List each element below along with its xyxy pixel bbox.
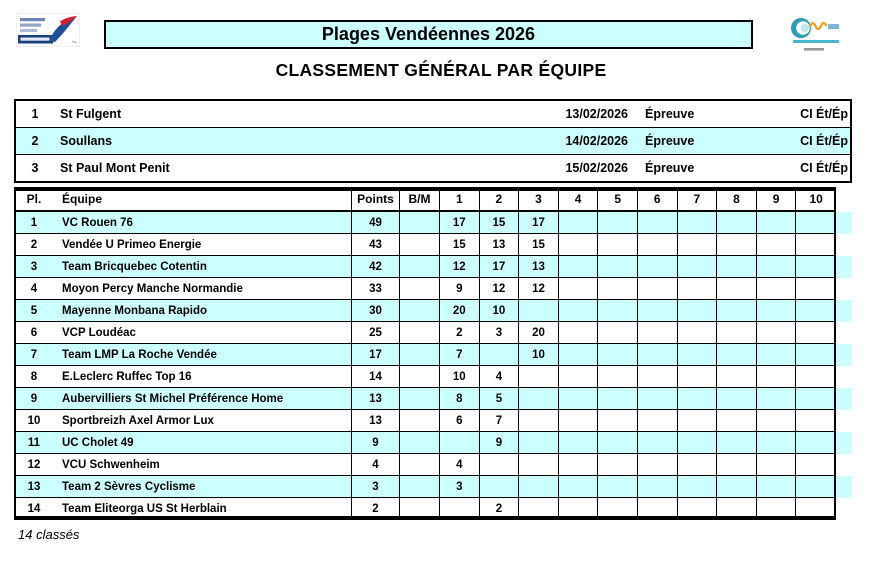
cell-stage-9 [757, 234, 797, 256]
cell-bonus-malus [400, 344, 440, 366]
cell-points: 9 [352, 432, 400, 454]
cell-stage-6 [638, 410, 678, 432]
cell-stage-2 [480, 454, 520, 476]
cell-stage-4 [559, 212, 599, 234]
stage-name: St Fulgent [60, 107, 122, 121]
cell-stage-5 [598, 322, 638, 344]
cell-place: 7 [14, 344, 54, 366]
cell-stage-3 [519, 432, 559, 454]
cell-stage-6 [638, 432, 678, 454]
cell-stage-6 [638, 344, 678, 366]
cell-stage-3: 20 [519, 322, 559, 344]
column-header-pl: Pl. [14, 187, 54, 212]
cell-stage-6 [638, 388, 678, 410]
column-header-1: 1 [440, 187, 480, 212]
cell-bonus-malus [400, 212, 440, 234]
cell-points: 30 [352, 300, 400, 322]
cell-stage-4 [559, 322, 599, 344]
row-fill [836, 344, 852, 366]
cell-stage-10 [796, 410, 836, 432]
stage-type: Épreuve [645, 161, 695, 175]
ranking-row [14, 322, 852, 344]
cell-stage-4 [559, 388, 599, 410]
cell-stage-10 [796, 432, 836, 454]
cell-points: 42 [352, 256, 400, 278]
stage-name: Soullans [60, 134, 113, 148]
cell-stage-9 [757, 256, 797, 278]
cell-stage-6 [638, 454, 678, 476]
cell-place: 3 [14, 256, 54, 278]
ranking-row [14, 388, 852, 410]
cell-stage-6 [638, 212, 678, 234]
cell-bonus-malus [400, 476, 440, 498]
stage-number: 2 [31, 134, 39, 148]
event-title-banner [104, 20, 753, 49]
ranking-row [14, 410, 852, 432]
cell-place: 12 [14, 454, 54, 476]
cell-stage-1: 4 [440, 454, 480, 476]
ranking-row [14, 432, 852, 454]
cell-stage-8 [717, 300, 757, 322]
cell-stage-2: 12 [480, 278, 520, 300]
cell-stage-2 [480, 476, 520, 498]
row-fill [836, 322, 852, 344]
cell-stage-9 [757, 432, 797, 454]
cell-stage-3 [519, 410, 559, 432]
event-title: Plages Vendéennes 2026 [321, 24, 536, 44]
cell-bonus-malus [400, 366, 440, 388]
cell-stage-10 [796, 322, 836, 344]
row-fill [836, 300, 852, 322]
cell-team-name: Aubervilliers St Michel Préférence Home [54, 388, 352, 410]
row-fill [836, 432, 852, 454]
stages-table [14, 99, 852, 183]
cell-stage-1: 2 [440, 322, 480, 344]
cell-stage-8 [717, 234, 757, 256]
cell-stage-10 [796, 388, 836, 410]
cell-bonus-malus [400, 300, 440, 322]
cell-stage-4 [559, 476, 599, 498]
cell-place: 11 [14, 432, 54, 454]
stage-date: 13/02/2026 [565, 107, 628, 121]
cell-stage-8 [717, 454, 757, 476]
cell-stage-1 [440, 432, 480, 454]
cell-stage-5 [598, 212, 638, 234]
cell-stage-7 [678, 234, 718, 256]
stage-number: 1 [31, 107, 39, 121]
cell-stage-10 [796, 498, 836, 520]
cell-stage-8 [717, 256, 757, 278]
cell-team-name: UC Cholet 49 [54, 432, 352, 454]
ffc-federation-logo-icon [16, 13, 80, 47]
cell-points: 13 [352, 410, 400, 432]
cell-stage-9 [757, 454, 797, 476]
cell-stage-10 [796, 344, 836, 366]
cell-place: 1 [14, 212, 54, 234]
cell-stage-2: 13 [480, 234, 520, 256]
cell-stage-6 [638, 498, 678, 520]
column-header-bm: B/M [400, 187, 440, 212]
cell-stage-4 [559, 300, 599, 322]
stage-row [16, 154, 850, 181]
column-header-10: 10 [796, 187, 836, 212]
cell-stage-10 [796, 300, 836, 322]
cell-stage-2: 4 [480, 366, 520, 388]
cell-points: 2 [352, 498, 400, 520]
column-header-4: 4 [559, 187, 599, 212]
column-header-points: Points [352, 187, 400, 212]
cell-stage-1: 9 [440, 278, 480, 300]
stage-category: CI Ét/Ép [800, 107, 848, 121]
cell-bonus-malus [400, 454, 440, 476]
cell-place: 14 [14, 498, 54, 520]
cell-stage-9 [757, 388, 797, 410]
cell-stage-3 [519, 388, 559, 410]
cell-place: 8 [14, 366, 54, 388]
stage-type: Épreuve [645, 107, 695, 121]
cell-stage-2: 17 [480, 256, 520, 278]
cell-stage-7 [678, 300, 718, 322]
cell-place: 5 [14, 300, 54, 322]
cell-stage-2: 10 [480, 300, 520, 322]
cell-stage-8 [717, 278, 757, 300]
cell-points: 17 [352, 344, 400, 366]
row-fill [836, 454, 852, 476]
cell-stage-3 [519, 300, 559, 322]
cell-points: 13 [352, 388, 400, 410]
ranking-row [14, 234, 852, 256]
cell-place: 2 [14, 234, 54, 256]
cell-points: 14 [352, 366, 400, 388]
cell-team-name: E.Leclerc Ruffec Top 16 [54, 366, 352, 388]
ranking-table [14, 187, 852, 520]
cell-bonus-malus [400, 498, 440, 520]
cell-stage-7 [678, 278, 718, 300]
cell-place: 4 [14, 278, 54, 300]
ranking-row [14, 476, 852, 498]
header-fill [836, 187, 852, 212]
cell-place: 13 [14, 476, 54, 498]
cell-team-name: Vendée U Primeo Energie [54, 234, 352, 256]
cell-stage-9 [757, 498, 797, 520]
page-title: CLASSEMENT GÉNÉRAL PAR ÉQUIPE [275, 60, 607, 80]
cell-stage-1: 15 [440, 234, 480, 256]
cell-stage-6 [638, 234, 678, 256]
cell-stage-3: 15 [519, 234, 559, 256]
cicleweb-logo-graphic [790, 15, 848, 55]
cell-stage-7 [678, 366, 718, 388]
cell-stage-2: 3 [480, 322, 520, 344]
cell-stage-4 [559, 410, 599, 432]
cell-stage-8 [717, 432, 757, 454]
cell-stage-1 [440, 498, 480, 520]
cell-stage-6 [638, 300, 678, 322]
cell-stage-9 [757, 476, 797, 498]
cell-stage-5 [598, 300, 638, 322]
cell-stage-5 [598, 388, 638, 410]
cell-stage-2: 15 [480, 212, 520, 234]
cell-stage-9 [757, 410, 797, 432]
cell-stage-3: 12 [519, 278, 559, 300]
cell-stage-3 [519, 454, 559, 476]
cell-bonus-malus [400, 234, 440, 256]
cell-stage-10 [796, 366, 836, 388]
stage-date: 15/02/2026 [565, 161, 628, 175]
cell-team-name: VC Rouen 76 [54, 212, 352, 234]
cicleweb-logo-icon [790, 15, 848, 55]
cell-stage-4 [559, 234, 599, 256]
cell-stage-8 [717, 498, 757, 520]
cell-stage-7 [678, 498, 718, 520]
cell-stage-4 [559, 278, 599, 300]
cell-team-name: VCU Schwenheim [54, 454, 352, 476]
cell-stage-5 [598, 278, 638, 300]
cell-team-name: Team 2 Sèvres Cyclisme [54, 476, 352, 498]
cell-points: 25 [352, 322, 400, 344]
cell-bonus-malus [400, 410, 440, 432]
ranking-row [14, 454, 852, 476]
cell-stage-7 [678, 388, 718, 410]
row-fill [836, 234, 852, 256]
cell-stage-10 [796, 256, 836, 278]
stage-row [16, 101, 850, 127]
cell-team-name: Team Eliteorga US St Herblain [54, 498, 352, 520]
cell-team-name: Team LMP La Roche Vendée [54, 344, 352, 366]
cell-stage-4 [559, 454, 599, 476]
ranking-table-body [14, 212, 852, 520]
cell-stage-8 [717, 388, 757, 410]
cell-stage-7 [678, 454, 718, 476]
cell-stage-8 [717, 476, 757, 498]
cell-stage-7 [678, 476, 718, 498]
cell-stage-7 [678, 432, 718, 454]
cell-stage-1: 7 [440, 344, 480, 366]
stage-category: CI Ét/Ép [800, 134, 848, 148]
cell-stage-10 [796, 234, 836, 256]
column-header-6: 6 [638, 187, 678, 212]
stage-category: CI Ét/Ép [800, 161, 848, 175]
cell-stage-6 [638, 476, 678, 498]
cell-stage-9 [757, 366, 797, 388]
column-header-9: 9 [757, 187, 797, 212]
cell-points: 4 [352, 454, 400, 476]
cell-stage-8 [717, 322, 757, 344]
cell-stage-3 [519, 476, 559, 498]
cell-stage-9 [757, 344, 797, 366]
cell-stage-1: 8 [440, 388, 480, 410]
cell-stage-10 [796, 278, 836, 300]
stage-type: Épreuve [645, 134, 695, 148]
row-fill [836, 256, 852, 278]
cell-points: 43 [352, 234, 400, 256]
classified-count: 14 classés [18, 527, 80, 542]
cell-stage-6 [638, 366, 678, 388]
cell-stage-5 [598, 234, 638, 256]
row-fill [836, 498, 852, 520]
cell-stage-2: 7 [480, 410, 520, 432]
cell-stage-9 [757, 300, 797, 322]
stage-name: St Paul Mont Penit [60, 161, 170, 175]
row-fill [836, 212, 852, 234]
cell-stage-4 [559, 256, 599, 278]
cell-stage-5 [598, 410, 638, 432]
ranking-row [14, 300, 852, 322]
cell-stage-2: 9 [480, 432, 520, 454]
row-fill [836, 388, 852, 410]
cell-stage-7 [678, 344, 718, 366]
cell-team-name: Sportbreizh Axel Armor Lux [54, 410, 352, 432]
row-fill [836, 476, 852, 498]
cell-stage-4 [559, 366, 599, 388]
cell-stage-8 [717, 344, 757, 366]
cell-bonus-malus [400, 432, 440, 454]
cell-stage-3: 10 [519, 344, 559, 366]
cell-stage-5 [598, 476, 638, 498]
cell-bonus-malus [400, 256, 440, 278]
cell-place: 9 [14, 388, 54, 410]
cell-place: 10 [14, 410, 54, 432]
cell-points: 33 [352, 278, 400, 300]
cell-stage-8 [717, 212, 757, 234]
cell-stage-10 [796, 476, 836, 498]
cell-bonus-malus [400, 388, 440, 410]
cell-stage-7 [678, 212, 718, 234]
cell-stage-5 [598, 344, 638, 366]
cell-stage-1: 20 [440, 300, 480, 322]
cell-stage-9 [757, 322, 797, 344]
cell-stage-6 [638, 256, 678, 278]
stage-number: 3 [31, 161, 39, 175]
cell-team-name: VCP Loudéac [54, 322, 352, 344]
column-header-quipe: Équipe [54, 187, 352, 212]
row-fill [836, 366, 852, 388]
cell-stage-5 [598, 366, 638, 388]
cell-team-name: Team Bricquebec Cotentin [54, 256, 352, 278]
cell-stage-7 [678, 256, 718, 278]
cell-place: 6 [14, 322, 54, 344]
cell-bonus-malus [400, 322, 440, 344]
cell-stage-2: 2 [480, 498, 520, 520]
cell-stage-4 [559, 344, 599, 366]
cell-stage-3 [519, 498, 559, 520]
ranking-table-header-row [14, 187, 852, 212]
cell-stage-1: 6 [440, 410, 480, 432]
cell-stage-7 [678, 410, 718, 432]
cell-stage-2: 5 [480, 388, 520, 410]
cell-stage-6 [638, 278, 678, 300]
cell-stage-5 [598, 498, 638, 520]
cell-stage-7 [678, 322, 718, 344]
column-header-2: 2 [480, 187, 520, 212]
cell-stage-6 [638, 322, 678, 344]
stage-row [16, 127, 850, 154]
stage-date: 14/02/2026 [565, 134, 628, 148]
column-header-8: 8 [717, 187, 757, 212]
cell-bonus-malus [400, 278, 440, 300]
ranking-row [14, 212, 852, 234]
cell-points: 3 [352, 476, 400, 498]
cell-stage-3: 17 [519, 212, 559, 234]
cell-stage-3: 13 [519, 256, 559, 278]
cell-stage-1: 12 [440, 256, 480, 278]
ranking-row [14, 498, 852, 520]
cell-stage-5 [598, 256, 638, 278]
cell-stage-10 [796, 212, 836, 234]
ranking-row [14, 278, 852, 300]
column-header-7: 7 [678, 187, 718, 212]
cell-stage-1: 17 [440, 212, 480, 234]
ranking-row [14, 366, 852, 388]
row-fill [836, 410, 852, 432]
cell-points: 49 [352, 212, 400, 234]
cell-stage-4 [559, 432, 599, 454]
cell-stage-5 [598, 454, 638, 476]
ffc-federation-logo-graphic [16, 13, 80, 47]
cell-stage-10 [796, 454, 836, 476]
cell-team-name: Moyon Percy Manche Normandie [54, 278, 352, 300]
cell-stage-8 [717, 410, 757, 432]
cell-stage-3 [519, 366, 559, 388]
cell-stage-5 [598, 432, 638, 454]
cell-stage-9 [757, 278, 797, 300]
ranking-row [14, 344, 852, 366]
row-fill [836, 278, 852, 300]
cell-stage-1: 3 [440, 476, 480, 498]
cell-stage-8 [717, 366, 757, 388]
cell-stage-2 [480, 344, 520, 366]
cell-stage-1: 10 [440, 366, 480, 388]
ranking-row [14, 256, 852, 278]
cell-team-name: Mayenne Monbana Rapido [54, 300, 352, 322]
column-header-3: 3 [519, 187, 559, 212]
cell-stage-9 [757, 212, 797, 234]
cell-stage-4 [559, 498, 599, 520]
column-header-5: 5 [598, 187, 638, 212]
